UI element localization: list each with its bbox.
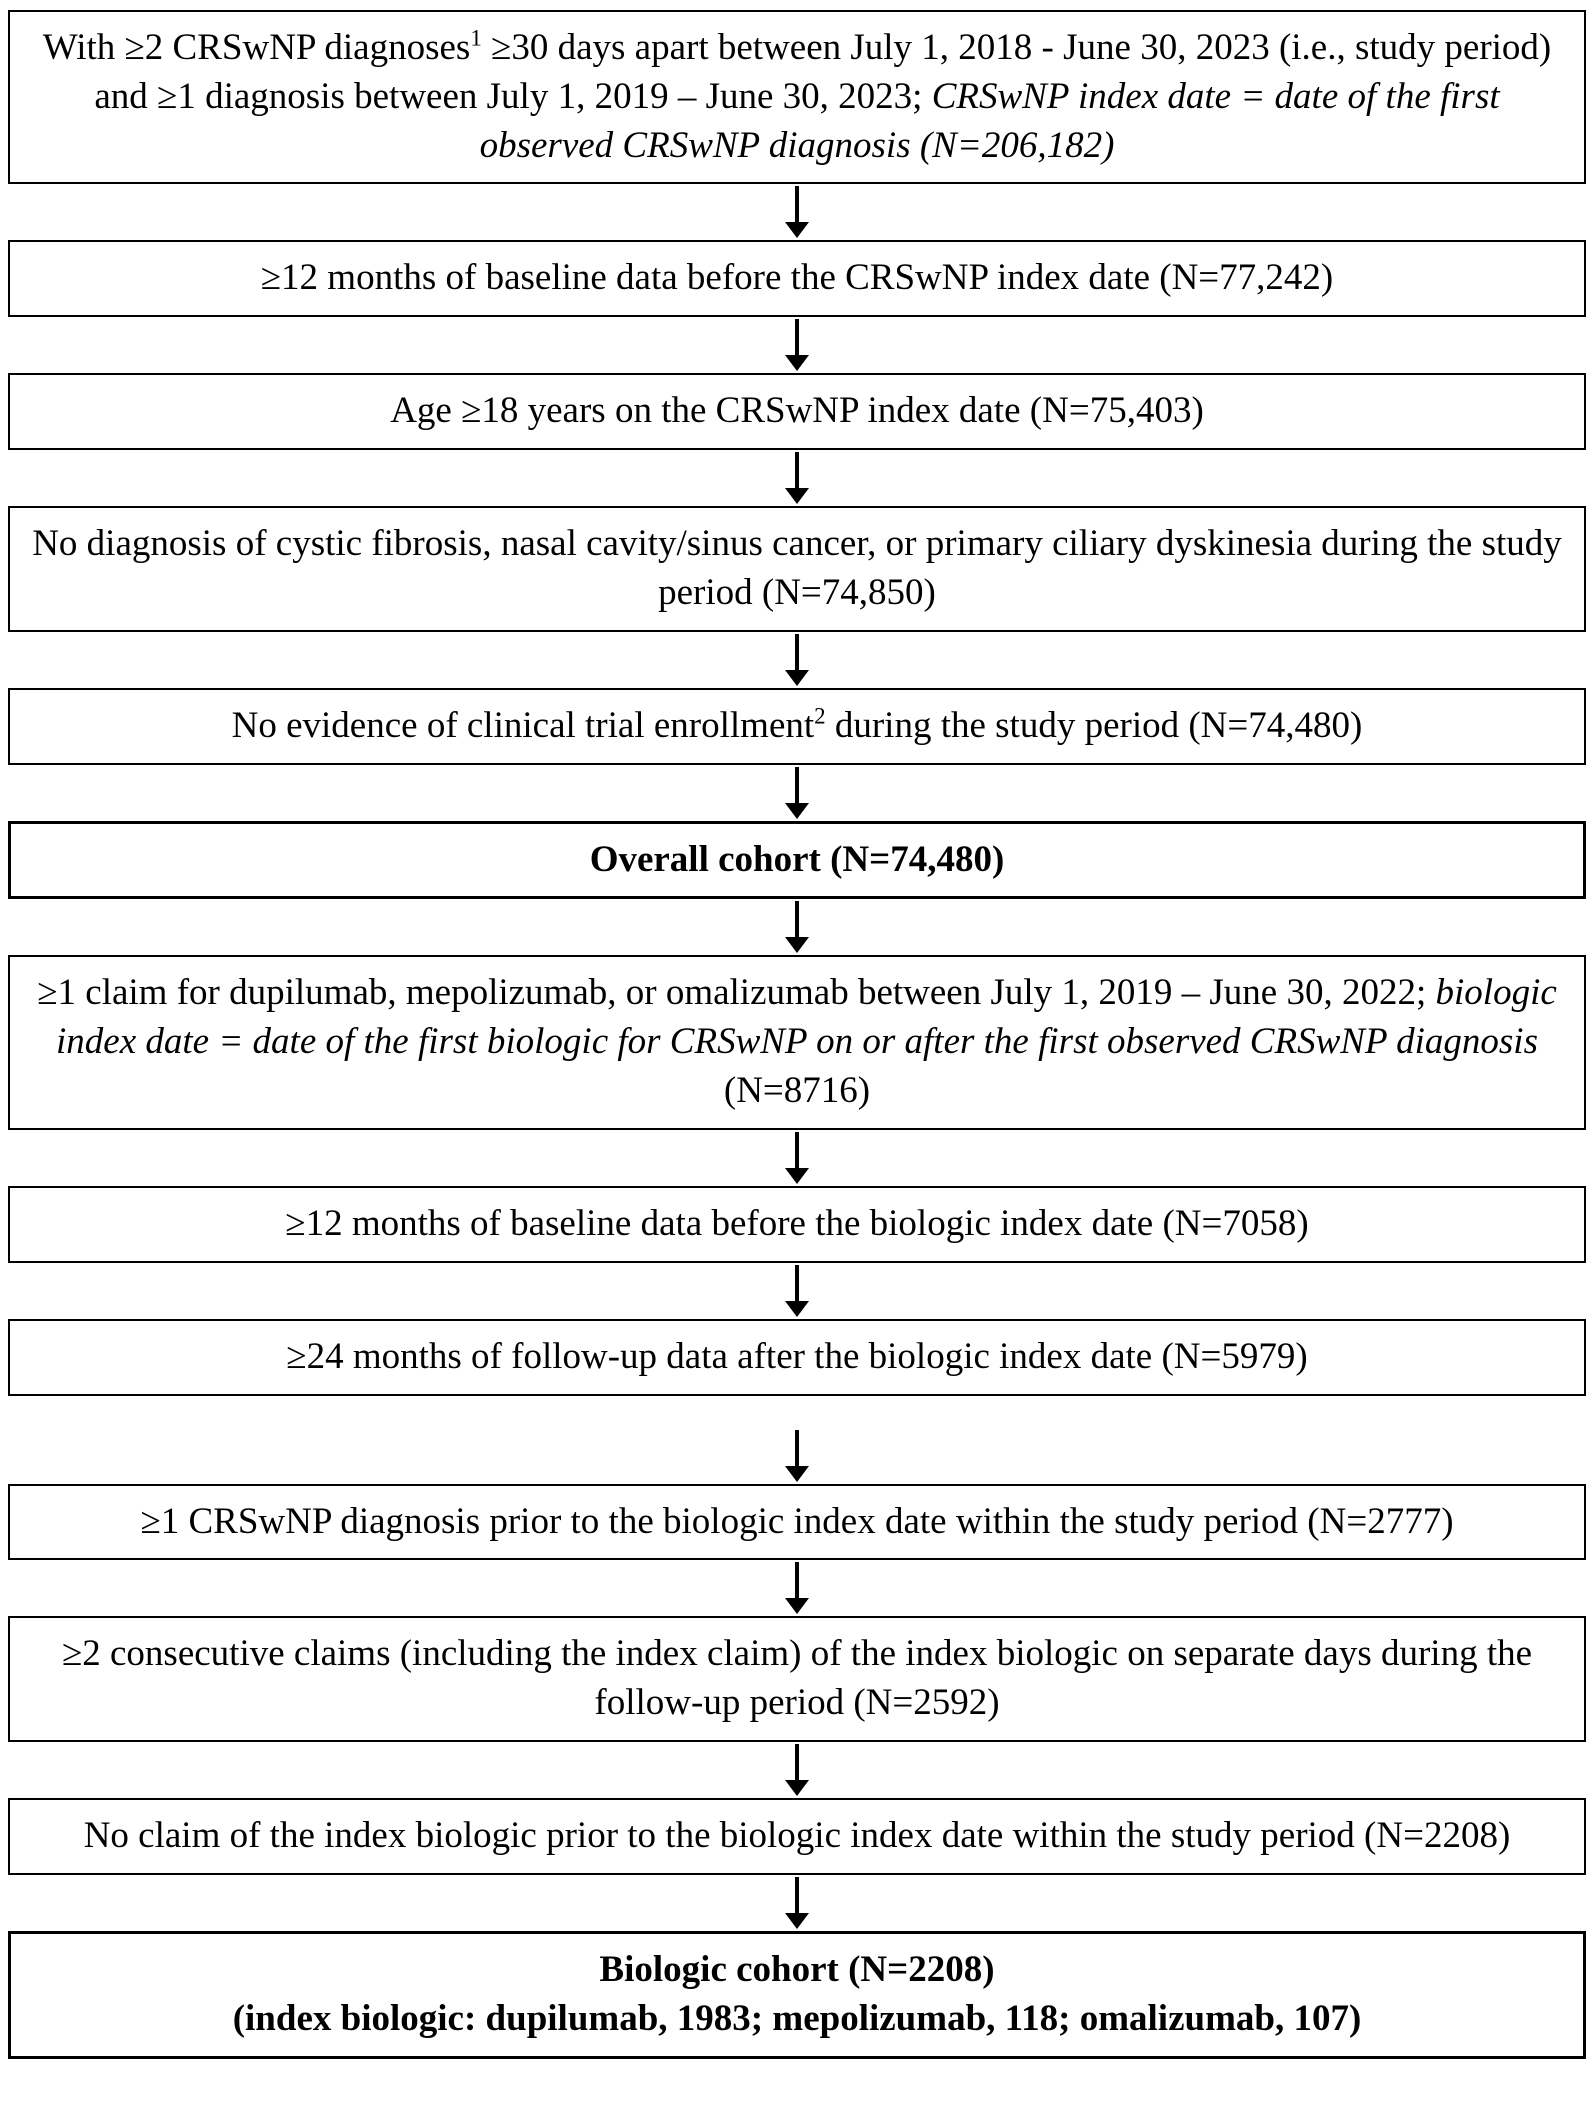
down-arrow (785, 767, 809, 819)
down-arrow (785, 452, 809, 504)
arrow-shaft (795, 901, 799, 937)
down-arrow (785, 1132, 809, 1184)
arrow-shaft (795, 186, 799, 222)
arrow-shaft (795, 1430, 799, 1466)
arrow-head (785, 1301, 809, 1317)
arrow-head (785, 222, 809, 238)
down-arrow (785, 319, 809, 371)
arrow-shaft (795, 1877, 799, 1913)
arrow-head (785, 1598, 809, 1614)
down-arrow (785, 1877, 809, 1929)
arrow-shaft (795, 1562, 799, 1598)
arrow-shaft (795, 1744, 799, 1780)
box-no-prior-index-claim: No claim of the index biologic prior to the biologic index date within the study period (N=2208) (8, 1798, 1586, 1875)
box-no-clinical-trial: No evidence of clinical trial enrollment$^2$ during the study period (N=74,480) (8, 688, 1586, 765)
box-crswnp-diagnoses: With ≥2 CRSwNP diagnoses$^1$ ≥30 days apart between July 1, 2018 - June 30, 2023 (i.e., study period) and ≥1 diagnosis between July 1, 2019 – June 30, 2023; CRSwNP index date = date of the first observed CRSwNP diagnosis (N=206,182) (8, 10, 1586, 184)
down-arrow (785, 1744, 809, 1796)
arrow-head (785, 1168, 809, 1184)
arrow-head (785, 1780, 809, 1796)
box-biologic-claim: ≥1 claim for dupilumab, mepolizumab, or omalizumab between July 1, 2019 – June 30, 2022; biologic index date = date of the first biologic for CRSwNP on or after the first observed CRSwNP diagnosis (N=8716) (8, 955, 1586, 1129)
down-arrow (785, 1430, 809, 1482)
arrow-head (785, 488, 809, 504)
down-arrow (785, 186, 809, 238)
box-overall-cohort: Overall cohort (N=74,480) (8, 821, 1586, 900)
down-arrow (785, 1562, 809, 1614)
arrow-head (785, 1913, 809, 1929)
arrow-head (785, 1466, 809, 1482)
box-age-18: Age ≥18 years on the CRSwNP index date (N=75,403) (8, 373, 1586, 450)
box-biologic-cohort: Biologic cohort (N=2208) (index biologic: dupilumab, 1983; mepolizumab, 118; omalizumab, 107) (8, 1931, 1586, 2059)
box-baseline-12mo-biologic: ≥12 months of baseline data before the biologic index date (N=7058) (8, 1186, 1586, 1263)
box-crswnp-dx-prior: ≥1 CRSwNP diagnosis prior to the biologic index date within the study period (N=2777) (8, 1484, 1586, 1561)
down-arrow (785, 901, 809, 953)
arrow-shaft (795, 1265, 799, 1301)
box-followup-24mo: ≥24 months of follow-up data after the biologic index date (N=5979) (8, 1319, 1586, 1396)
down-arrow (785, 634, 809, 686)
arrow-shaft (795, 634, 799, 670)
arrow-shaft (795, 1132, 799, 1168)
box-no-exclusion-diagnoses: No diagnosis of cystic fibrosis, nasal cavity/sinus cancer, or primary ciliary dyskinesia during the study period (N=74,850) (8, 506, 1586, 632)
arrow-shaft (795, 452, 799, 488)
arrow-head (785, 355, 809, 371)
arrow-head (785, 937, 809, 953)
box-consecutive-claims: ≥2 consecutive claims (including the index claim) of the index biologic on separate days during the follow-up period (N=2592) (8, 1616, 1586, 1742)
down-arrow (785, 1265, 809, 1317)
arrow-head (785, 803, 809, 819)
box-baseline-12mo-crswnp: ≥12 months of baseline data before the CRSwNP index date (N=77,242) (8, 240, 1586, 317)
arrow-head (785, 670, 809, 686)
arrow-shaft (795, 319, 799, 355)
arrow-shaft (795, 767, 799, 803)
